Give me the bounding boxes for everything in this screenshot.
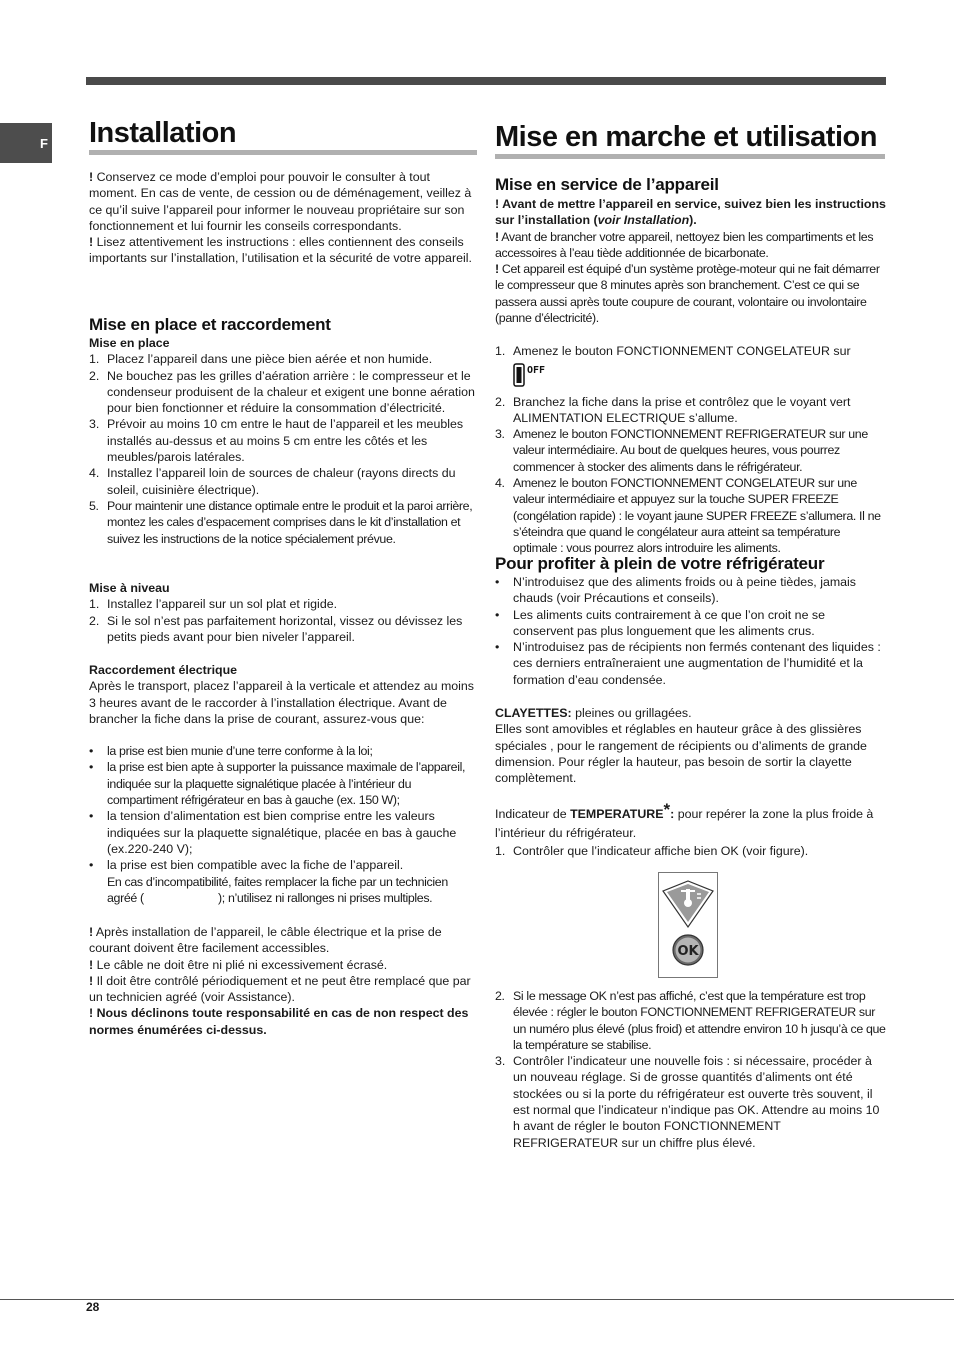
warnings-block xyxy=(89,924,479,1038)
start-note: ! Cet appareil est équipé d’un système protège-moteur qui ne fait démarrer le compresseur que 8 minutes après son branchement. C’est ce qui se passera aussi après toute coupure de courant, volontaire ou involontaire (panne d’électricité). xyxy=(495,262,880,326)
list-item: • la prise est bien compatible avec la fiche de l’appareil. En cas d’incompatibilité, faites remplacer la fiche par un technicien agréé ( ); n’utilisez ni rallonges ni prises multiples. xyxy=(89,858,451,905)
section-title-tips: Pour profiter à plein de votre réfrigérateur xyxy=(495,554,825,573)
list-item: 3. Prévoir au moins 10 cm entre le haut de l’appareil et les meubles installés au-dessus et au moins 5 cm entre les côtés et les meubles/parois latérales. xyxy=(89,417,464,465)
ok-label: OK xyxy=(677,944,699,959)
list-item: 2. Si le message OK n’est pas affiché, c’est que la température est trop élevée : régler le bouton FONCTIONNEMENT REFRIGERATEUR sur un numéro plus élevé (plus froid) et attendre environ 10 h jusqu’à ce que la température se stabilise. xyxy=(495,989,886,1052)
title-underline xyxy=(495,154,885,159)
disclaimer: ! Nous déclinons toute responsabilité en cas de non respect des normes énumérées ci-dessus. xyxy=(89,1006,469,1037)
knob-off-icon xyxy=(513,363,557,391)
list-item: • N’introduisez pas de récipients non fermés contenant des liquides : ces derniers entraîneraient une augmentation de l’humidité et la formation d’eau condensée. xyxy=(495,640,881,687)
tips-block xyxy=(495,574,887,688)
list-item: 1. Amenez le bouton FONCTIONNEMENT CONGELATEUR sur OFF xyxy=(495,343,887,392)
list-item: 5. Pour maintenir une distance optimale entre le produit et la paroi arrière, montez les cales d’espacement comprises dans le kit d’installation et suivez les instructions de la notice spécialement prévue. xyxy=(89,498,473,546)
electrical-intro: Après le transport, placez l’appareil à la verticale et attendez au moins 3 heures avant de le raccorder à l’installation électrique. Avant de brancher la fiche dans la prise de courant, assurez-vous que: xyxy=(89,679,475,726)
list-item: • la prise est bien munie d’une terre conforme à la loi; xyxy=(89,744,373,759)
list-item: 1. Installez l’appareil sur un sol plat et rigide. xyxy=(89,597,338,612)
page-title-usage: Mise en marche et utilisation xyxy=(495,121,877,153)
section-title-placement: Mise en place et raccordement xyxy=(89,315,331,334)
subheading-leveling: Mise à niveau xyxy=(89,581,170,595)
list-item: 3. Contrôler l’indicateur une nouvelle fois : si nécessaire, procéder à un nouveau réglage. Si de grosse quantités d’aliments ont été stockées ou si la porte du réfrigérateur est ouverte très souvent, il est normal que l’indicateur n’indique pas OK. Attendre au moins 10 h avant de régler le bouton FONCTIONNEMENT REFRIGERATEUR sur un chiffre plus élevé. xyxy=(495,1054,880,1150)
temperature-steps xyxy=(495,988,887,1151)
list-item: 4. Amenez le bouton FONCTIONNEMENT CONGELATEUR sur une valeur intermédiaire et appuyez sur la touche SUPER FREEZE (congélation rapide) : le voyant jaune SUPER FREEZE s’allumera. Il ne s’éteindra que quand le congélateur aura atteint sa température optimale : vous pourrez alors introduire les aliments. xyxy=(495,476,881,556)
temperature-text: Indicateur de TEMPERATURE*: pour repérer la zone la plus froide à l’intérieur du réfrigérateur. xyxy=(495,800,874,840)
list-item: 2. Ne bouchez pas les grilles d’aération arrière : le compresseur et le condenseur produisent de la chaleur et exigent une bonne aération pour bien fonctionner et réduire la consommation d’électricité. xyxy=(89,368,475,416)
shelves-block xyxy=(495,705,887,786)
shelves-text: Elles sont amovibles et réglables en hauteur grâce à des glissières spéciales , pour le rangement de récipients ou d’aliments de grande dimension. Pour régler la hauteur, pas besoin de sortir la clayette complètement. xyxy=(495,722,867,786)
top-rule xyxy=(86,77,886,85)
list-item: 2. Si le sol n’est pas parfaitement horizontal, vissez ou dévissez les petits pieds avant pour bien niveler l’appareil. xyxy=(89,613,463,644)
page-title-installation: Installation xyxy=(89,117,237,149)
footer-rule xyxy=(0,1299,954,1300)
language-label: F xyxy=(40,135,48,151)
intro-paragraph: ! Conservez ce mode d’emploi pour pouvoir le consulter à tout moment. En cas de vente, de cession ou de déménagement, veillez à ce qu’il suive l’appareil pour informer le nouveau propriétaire sur son fonctionnement et lui fournir les conseils correspondants. xyxy=(89,170,472,233)
leveling-block xyxy=(89,580,479,645)
list-item: • Les aliments cuits contrairement à ce que l’on croit ne se conservent pas plus longuement que les aliments crus. xyxy=(495,607,825,638)
electrical-block xyxy=(89,662,479,906)
list-item: 1. Placez l’appareil dans une pièce bien aérée et non humide. xyxy=(89,352,433,367)
language-tab xyxy=(0,123,52,163)
start-steps xyxy=(495,343,887,557)
list-item: • N’introduisez que des aliments froids ou à peine tièdes, jamais chauds (voir Précautions et conseils). xyxy=(495,575,856,606)
list-item: • la tension d’alimentation est bien comprise entre les valeurs indiquées sur la plaquette signalétique, placée en bas à gauche (ex.220-240 V); xyxy=(89,809,457,856)
start-block xyxy=(495,196,887,326)
intro-text xyxy=(89,169,479,267)
placement-block xyxy=(89,335,479,547)
shelves-line: CLAYETTES: pleines ou grillagées. xyxy=(495,706,692,720)
warning-paragraph: ! Après installation de l’appareil, le câble électrique et la prise de courant doivent être facilement accessibles. xyxy=(89,925,442,956)
warning-paragraph: ! Il doit être contrôlé périodiquement et ne peut être remplacé que par un technicien agréé (voir Assistance). xyxy=(89,973,471,1005)
start-warning: ! Avant de mettre l’appareil en service, suivez bien les instructions sur l’installation (voir Installation). xyxy=(495,197,886,228)
subheading-electrical: Raccordement électrique xyxy=(89,663,238,677)
list-item: 1. Contrôler que l’indicateur affiche bien OK (voir figure). xyxy=(495,844,809,858)
list-item: • la prise est bien apte à supporter la puissance maximale de l’appareil, indiquée sur la plaquette signalétique placée à l’intérieur du compartiment réfrigérateur en bas à gauche (ex. 150 W); xyxy=(89,760,466,808)
temperature-indicator-figure xyxy=(658,872,718,978)
subheading-placement: Mise en place xyxy=(89,336,170,350)
temperature-block xyxy=(495,800,887,859)
intro-paragraph: ! Lisez attentivement les instructions : elles contiennent des conseils importants sur l’installation, l’utilisation et la sécurité de votre appareil. xyxy=(89,235,472,266)
off-label: OFF xyxy=(527,365,546,377)
page-number: 28 xyxy=(86,1300,100,1314)
title-underline xyxy=(89,150,477,155)
list-item: 4. Installez l’appareil loin de sources de chaleur (rayons directs du soleil, cuisinière électrique). xyxy=(89,466,456,497)
warning-paragraph: ! Le câble ne doit être ni plié ni excessivement écrasé. xyxy=(89,957,388,972)
list-item: 2. Branchez la fiche dans la prise et contrôlez que le voyant vert ALIMENTATION ELECTRIQUE s’allume. xyxy=(495,394,851,425)
section-title-start: Mise en service de l’appareil xyxy=(495,175,719,194)
start-note: ! Avant de brancher votre appareil, nettoyez bien les compartiments et les accessoires à l’eau tiède additionnée de bicarbonate. xyxy=(495,229,874,260)
list-item: 3. Amenez le bouton FONCTIONNEMENT REFRIGERATEUR sur une valeur intermédiaire. Au bout de quelques heures, vous pourrez commencer à stocker des aliments dans le réfrigérateur. xyxy=(495,427,868,474)
